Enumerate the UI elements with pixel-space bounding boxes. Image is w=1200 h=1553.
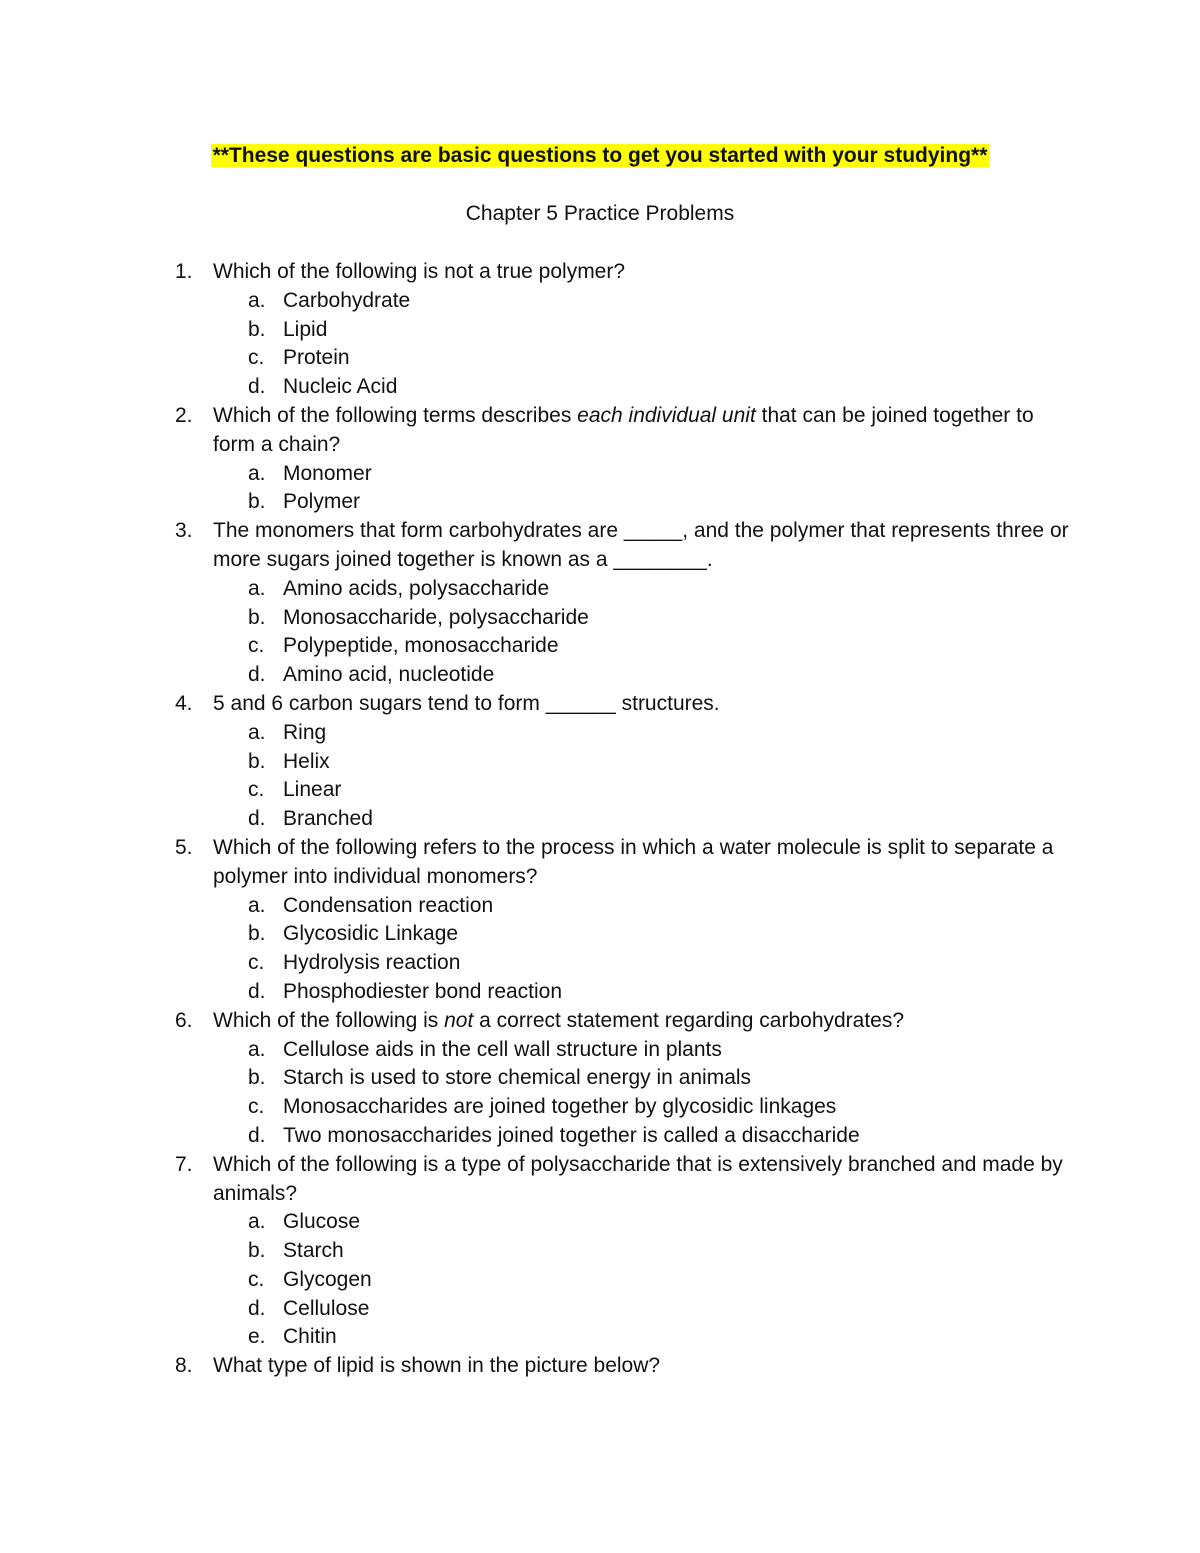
- question-1: [0, 258, 1200, 402]
- option-item: [213, 805, 1070, 834]
- option-text: Monosaccharide, polysaccharide: [283, 605, 589, 629]
- option-text: Hydrolysis reaction: [283, 951, 461, 975]
- question-text: that can be joined together to form a chain?: [213, 403, 1034, 456]
- question-number: 1.: [175, 260, 193, 283]
- option-item: [213, 661, 1070, 690]
- option-item: [213, 892, 1070, 921]
- option-text: Ring: [283, 720, 327, 744]
- question-number: 6.: [175, 1008, 193, 1032]
- option-text: Starch is used to store chemical energy in animals: [283, 1066, 752, 1090]
- option-letter: a.: [248, 1210, 266, 1234]
- option-text: Glucose: [283, 1210, 361, 1234]
- option-text: Amino acid, nucleotide: [283, 663, 495, 687]
- question-number: 2.: [175, 403, 193, 427]
- option-text: Monomer: [283, 461, 372, 485]
- option-text: Phosphodiester bond reaction: [283, 979, 563, 1003]
- question-7: [0, 1151, 1200, 1353]
- option-letter: a.: [248, 576, 266, 600]
- option-letter: b.: [248, 605, 266, 629]
- option-list: [213, 1036, 1070, 1151]
- option-list: [213, 460, 1070, 518]
- option-letter: b.: [248, 922, 266, 946]
- question-2: [0, 402, 1200, 517]
- question-text: a correct statement regarding carbohydrates?: [473, 1008, 905, 1032]
- question-text: Which of the following refers to the process in which a water molecule is split to separate a polymer into individual monomers?: [213, 835, 1054, 888]
- option-item: [213, 373, 1070, 402]
- question-5: [0, 834, 1200, 1007]
- option-text: Glycogen: [283, 1267, 372, 1291]
- question-text: Which of the following is a type of polysaccharide that is extensively branched and made by animals?: [213, 1152, 1063, 1205]
- option-text: Protein: [283, 346, 350, 370]
- option-text: Condensation reaction: [283, 893, 494, 917]
- option-text: Two monosaccharides joined together is called a disaccharide: [283, 1123, 860, 1147]
- question-3: [0, 517, 1200, 690]
- study-notice: [0, 142, 1200, 170]
- option-letter: a.: [248, 893, 266, 917]
- question-8: [0, 1352, 1200, 1381]
- option-letter: b.: [248, 317, 266, 341]
- option-letter: c.: [248, 951, 265, 975]
- option-list: [213, 892, 1070, 1007]
- option-text: Starch: [283, 1239, 344, 1263]
- option-text: Nucleic Acid: [283, 375, 398, 399]
- option-item: [213, 1122, 1070, 1151]
- option-list: [213, 287, 1070, 402]
- option-list: [213, 575, 1070, 690]
- question-text: What type of lipid is shown in the picture below?: [213, 1354, 661, 1378]
- option-item: [213, 1266, 1070, 1295]
- option-letter: d.: [248, 1296, 266, 1320]
- option-item: [213, 748, 1070, 777]
- option-letter: d.: [248, 375, 266, 399]
- question-text: Which of the following terms describes: [213, 403, 578, 427]
- option-item: [213, 488, 1070, 517]
- option-item: [213, 460, 1070, 489]
- option-item: [213, 1323, 1070, 1352]
- option-text: Linear: [283, 778, 342, 802]
- option-letter: e.: [248, 1325, 266, 1349]
- option-text: Amino acids, polysaccharide: [283, 576, 550, 600]
- question-number: 8.: [175, 1354, 193, 1378]
- option-item: [213, 1093, 1070, 1122]
- option-item: [213, 1036, 1070, 1065]
- option-text: Polymer: [283, 490, 361, 514]
- option-letter: b.: [248, 1239, 266, 1263]
- page-title: Chapter 5 Practice Problems: [465, 202, 735, 225]
- option-item: [213, 1064, 1070, 1093]
- option-item: [213, 949, 1070, 978]
- question-list: [0, 258, 1200, 1381]
- option-letter: d.: [248, 979, 266, 1003]
- option-list: [213, 1208, 1070, 1352]
- question-number: 3.: [175, 519, 193, 543]
- question-number: 5.: [175, 835, 193, 859]
- emphasized-text: each individual unit: [577, 403, 756, 427]
- option-text: Branched: [283, 807, 373, 831]
- option-letter: c.: [248, 634, 265, 658]
- option-letter: d.: [248, 1123, 266, 1147]
- option-item: [213, 287, 1070, 316]
- option-item: [213, 632, 1070, 661]
- question-text: Which of the following is not a true polymer?: [213, 260, 626, 283]
- option-letter: c.: [248, 346, 265, 370]
- option-letter: c.: [248, 778, 265, 802]
- option-item: [213, 1237, 1070, 1266]
- question-number: 4.: [175, 691, 193, 715]
- option-letter: a.: [248, 1037, 266, 1061]
- option-item: [213, 316, 1070, 345]
- emphasized-text: not: [444, 1008, 474, 1032]
- question-number: 7.: [175, 1152, 193, 1176]
- option-item: [213, 719, 1070, 748]
- option-letter: d.: [248, 663, 266, 687]
- option-letter: c.: [248, 1267, 265, 1291]
- option-text: Carbohydrate: [283, 288, 411, 312]
- highlighted-notice-text: **These questions are basic questions to get you started with your studying**: [212, 144, 988, 167]
- option-item: [213, 920, 1070, 949]
- option-text: Helix: [283, 749, 330, 773]
- question-4: [0, 690, 1200, 834]
- option-letter: b.: [248, 1066, 266, 1090]
- question-text: Which of the following is: [213, 1008, 445, 1032]
- option-list: [213, 719, 1070, 834]
- option-letter: d.: [248, 807, 266, 831]
- option-item: [213, 776, 1070, 805]
- option-text: Cellulose: [283, 1296, 370, 1320]
- option-text: Cellulose aids in the cell wall structure in plants: [283, 1037, 722, 1061]
- option-text: Lipid: [283, 317, 328, 341]
- option-text: Chitin: [283, 1325, 337, 1349]
- question-text: The monomers that form carbohydrates are _____, and the polymer that represents three or more sugars joined together is known as a ________.: [213, 519, 1069, 571]
- option-letter: b.: [248, 749, 266, 773]
- option-letter: a.: [248, 461, 266, 485]
- option-text: Glycosidic Linkage: [283, 922, 459, 946]
- option-item: [213, 978, 1070, 1007]
- option-text: Monosaccharides are joined together by glycosidic linkages: [283, 1095, 837, 1119]
- option-item: [213, 344, 1070, 373]
- question-text: 5 and 6 carbon sugars tend to form ______ structures.: [213, 691, 720, 715]
- option-letter: a.: [248, 288, 266, 312]
- option-item: [213, 1208, 1070, 1237]
- question-6: [0, 1007, 1200, 1151]
- option-text: Polypeptide, monosaccharide: [283, 634, 559, 658]
- option-letter: c.: [248, 1095, 265, 1119]
- option-item: [213, 1295, 1070, 1324]
- option-letter: a.: [248, 720, 266, 744]
- option-item: [213, 575, 1070, 604]
- option-item: [213, 604, 1070, 633]
- option-letter: b.: [248, 490, 266, 514]
